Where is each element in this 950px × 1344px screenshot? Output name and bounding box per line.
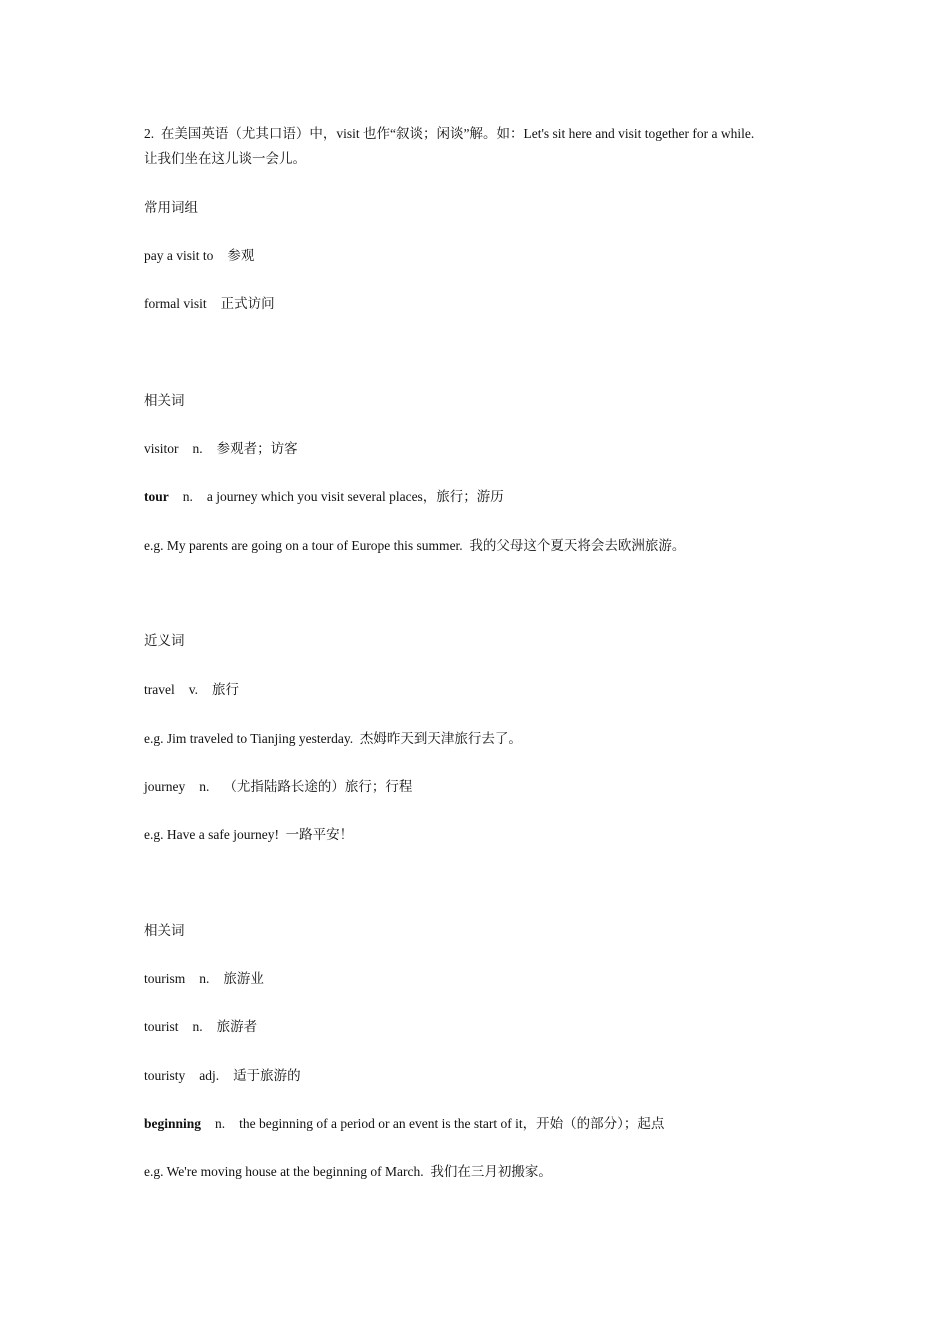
paragraph-line-2: 让我们坐在这儿谈一会儿。 — [144, 151, 306, 166]
paragraph-line-1: 2. 在美国英语（尤其口语）中，visit 也作“叙谈；闲谈”解。如：Let's sit here and visit together for a while. — [144, 126, 755, 141]
entry-pos: n. — [215, 1116, 226, 1131]
entry-zh: （尤指陆路长途的）旅行；行程 — [223, 779, 413, 794]
entry-def: the beginning of a period or an event is the start of it，开始（的部分）；起点 — [239, 1116, 665, 1131]
example-journey: e.g. Have a safe journey! 一路平安！ — [144, 827, 354, 842]
entry-zh: 旅游业 — [223, 971, 264, 986]
phrase-en: formal visit — [144, 296, 207, 311]
phrase-zh: 参观 — [227, 248, 255, 263]
example-beginning: e.g. We're moving house at the beginning of March. 我们在三月初搬家。 — [144, 1164, 552, 1179]
entry-word: journey — [144, 779, 186, 794]
entry-pos: v. — [188, 682, 198, 697]
entry-zh: 旅游者 — [216, 1019, 258, 1034]
entry-pos: n. — [182, 489, 193, 504]
entry-pos: n. — [199, 779, 210, 794]
example-travel: e.g. Jim traveled to Tianjing yesterday. 杰姆昨天到天津旅行去了。 — [144, 731, 522, 746]
entry-word: tour — [144, 489, 169, 504]
entry-word: travel — [144, 682, 175, 697]
entry-def: a journey which you visit several places，旅行；游历 — [206, 489, 504, 504]
entry-word: tourism — [144, 971, 186, 986]
entry-pos: n. — [192, 1019, 203, 1034]
entry-tourist — [144, 1018, 257, 1036]
entry-zh: 适于旅游的 — [233, 1068, 301, 1083]
entry-travel — [144, 681, 239, 699]
common-phrases-heading: 常用词组 — [144, 200, 198, 215]
phrase-en: pay a visit to — [144, 248, 214, 263]
entry-touristy — [144, 1067, 301, 1085]
entry-pos: n. — [199, 971, 210, 986]
entry-visitor — [144, 440, 298, 458]
entry-zh: 参观者；访客 — [216, 441, 298, 456]
phrase-pay-a-visit — [144, 247, 254, 265]
phrase-formal-visit — [144, 295, 275, 313]
entry-word: visitor — [144, 441, 179, 456]
entry-word: touristy — [144, 1068, 186, 1083]
entry-word: beginning — [144, 1116, 202, 1131]
entry-word: tourist — [144, 1019, 179, 1034]
synonyms-heading: 近义词 — [144, 633, 185, 648]
entry-pos: n. — [192, 441, 203, 456]
related-words-heading-2: 相关词 — [144, 923, 185, 938]
entry-journey — [144, 778, 412, 796]
entry-tour — [144, 488, 504, 506]
related-words-heading: 相关词 — [144, 393, 185, 408]
entry-zh: 旅行 — [211, 682, 239, 697]
entry-tourism — [144, 970, 264, 988]
entry-pos: adj. — [199, 1068, 220, 1083]
entry-beginning — [144, 1115, 664, 1133]
phrase-zh: 正式访问 — [220, 296, 275, 311]
example-tour: e.g. My parents are going on a tour of Europe this summer. 我的父母这个夏天将会去欧洲旅游。 — [144, 538, 686, 553]
